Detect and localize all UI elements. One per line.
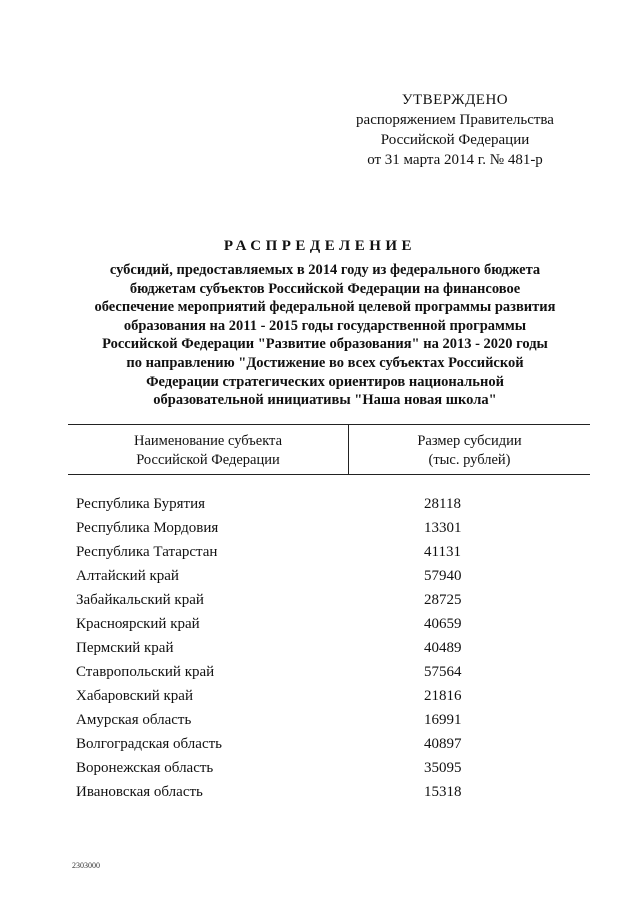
region-name: Хабаровский край bbox=[76, 688, 193, 704]
region-name: Красноярский край bbox=[76, 616, 200, 632]
approval-line-2: Российской Федерации bbox=[380, 132, 530, 148]
table-row bbox=[0, 492, 640, 516]
approval-block bbox=[330, 90, 580, 170]
subtitle-line: Российской Федерации "Развитие образования" на 2013 - 2020 годы bbox=[102, 336, 548, 353]
subtitle-line: по направлению "Достижение во всех субъектах Российской bbox=[126, 354, 524, 371]
table-row bbox=[0, 588, 640, 612]
subtitle-line: бюджетам субъектов Российской Федерации на финансовое bbox=[129, 280, 521, 297]
region-name: Ставропольский край bbox=[76, 664, 215, 680]
table-row bbox=[0, 540, 640, 564]
column-header-amount bbox=[349, 432, 590, 470]
approval-line-3: от 31 марта 2014 г. № 481-р bbox=[367, 152, 543, 168]
region-name: Волгоградская область bbox=[76, 736, 222, 752]
region-name: Воронежская область bbox=[76, 760, 214, 776]
subsidy-amount: 40659 bbox=[424, 616, 462, 632]
column-header-region-line-2: Российской Федерации bbox=[136, 452, 280, 468]
approval-heading: УТВЕРЖДЕНО bbox=[401, 92, 509, 108]
document-title: РАСПРЕДЕЛЕНИЕ bbox=[223, 238, 417, 254]
subsidy-amount: 16991 bbox=[424, 712, 462, 728]
subsidy-amount: 35095 bbox=[424, 760, 462, 776]
subtitle-line: образовательной инициативы "Наша новая школа" bbox=[153, 392, 497, 409]
subtitle-line: субсидий, предоставляемых в 2014 году из федерального бюджета bbox=[109, 262, 541, 278]
region-name: Забайкальский край bbox=[76, 592, 204, 608]
region-name: Республика Татарстан bbox=[76, 544, 218, 560]
table-row bbox=[0, 660, 640, 684]
column-header-amount-line-1: Размер субсидии bbox=[417, 433, 522, 449]
table-row bbox=[0, 636, 640, 660]
column-header-region bbox=[68, 432, 348, 470]
subsidy-amount: 13301 bbox=[424, 520, 462, 536]
table-row bbox=[0, 732, 640, 756]
table-body bbox=[0, 492, 640, 804]
table-row bbox=[0, 708, 640, 732]
approval-line-1: распоряжением Правительства bbox=[356, 112, 554, 128]
subsidy-amount: 15318 bbox=[424, 784, 462, 800]
region-name: Республика Мордовия bbox=[76, 520, 219, 536]
column-header-amount-line-2: (тыс. рублей) bbox=[428, 452, 511, 468]
table-row bbox=[0, 564, 640, 588]
table-top-border bbox=[68, 424, 590, 425]
document-code: 2303000 bbox=[72, 861, 100, 870]
table-row bbox=[0, 756, 640, 780]
table-row bbox=[0, 780, 640, 804]
subsidy-amount: 21816 bbox=[424, 688, 462, 704]
region-name: Амурская область bbox=[76, 712, 192, 728]
table-header-border bbox=[68, 474, 590, 475]
subsidy-amount: 40897 bbox=[424, 736, 462, 752]
subtitle-line: Федерации стратегических ориентиров национальной bbox=[146, 373, 504, 390]
subtitle-line: образования на 2011 - 2015 годы государственной программы bbox=[123, 317, 527, 334]
document-subtitle bbox=[60, 261, 590, 410]
table-row bbox=[0, 612, 640, 636]
subtitle-line: обеспечение мероприятий федеральной целевой программы развития bbox=[94, 299, 556, 316]
subsidy-amount: 28725 bbox=[424, 592, 462, 608]
region-name: Алтайский край bbox=[76, 568, 179, 584]
subsidy-amount: 41131 bbox=[424, 544, 461, 560]
table-row bbox=[0, 684, 640, 708]
subsidy-amount: 28118 bbox=[424, 496, 461, 512]
region-name: Ивановская область bbox=[76, 784, 203, 800]
region-name: Республика Бурятия bbox=[76, 496, 206, 512]
column-header-region-line-1: Наименование субъекта bbox=[133, 433, 283, 449]
region-name: Пермский край bbox=[76, 640, 174, 656]
subsidy-amount: 57940 bbox=[424, 568, 462, 584]
table-row bbox=[0, 516, 640, 540]
subsidy-amount: 40489 bbox=[424, 640, 462, 656]
subsidy-amount: 57564 bbox=[424, 664, 462, 680]
